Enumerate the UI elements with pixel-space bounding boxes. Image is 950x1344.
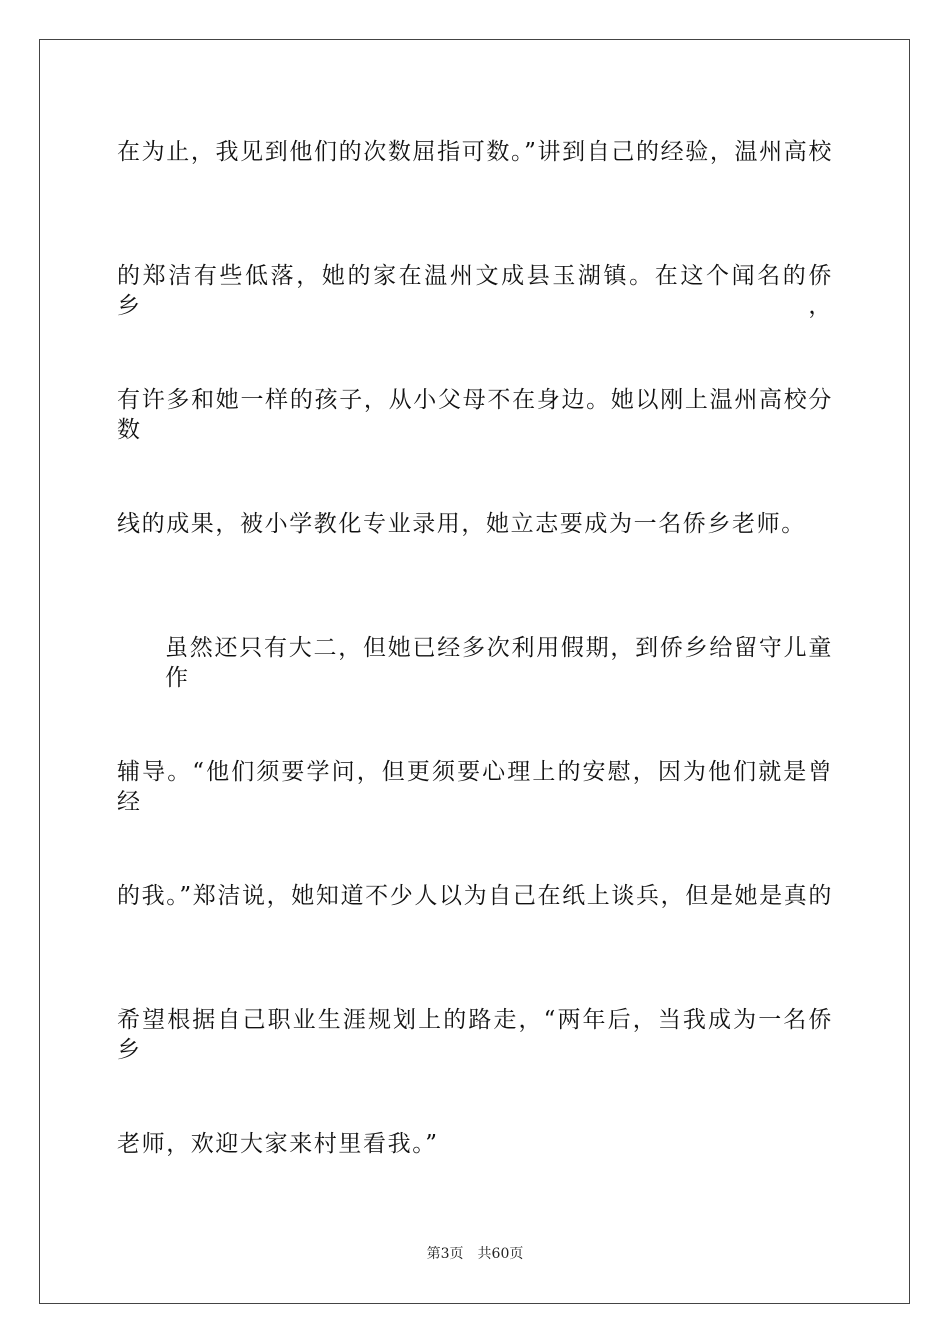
paragraph-line-3: 有许多和她一样的孩子，从小父母不在身边。她以刚上温州高校分数 — [117, 387, 833, 443]
page-number: 第3页 — [426, 1246, 464, 1262]
paragraph-line-9: 老师，欢迎大家来村里看我。” — [117, 1131, 439, 1157]
paragraph-line-8: 希望根据自己职业生涯规划上的路走，“两年后，当我成为一名侨乡 — [117, 1007, 833, 1063]
paragraph-line-6: 辅导。“他们须要学问，但更须要心理上的安慰，因为他们就是曾经 — [117, 759, 833, 815]
paragraph-line-4: 线的成果，被小学教化专业录用，她立志要成为一名侨乡老师。 — [117, 511, 806, 537]
page-total: 共60页 — [477, 1246, 524, 1262]
paragraph-line-1: 在为止，我见到他们的次数屈指可数。”讲到自己的经验，温州高校 — [117, 139, 833, 165]
paragraph-line-2: 的郑洁有些低落，她的家在温州文成县玉湖镇。在这个闻名的侨乡， — [117, 263, 833, 319]
paragraph-line-7: 的我。”郑洁说，她知道不少人以为自己在纸上谈兵，但是她是真的 — [117, 883, 833, 909]
page-footer — [0, 1245, 950, 1263]
paragraph-line-5: 虽然还只有大二，但她已经多次利用假期，到侨乡给留守儿童作 — [165, 635, 833, 691]
